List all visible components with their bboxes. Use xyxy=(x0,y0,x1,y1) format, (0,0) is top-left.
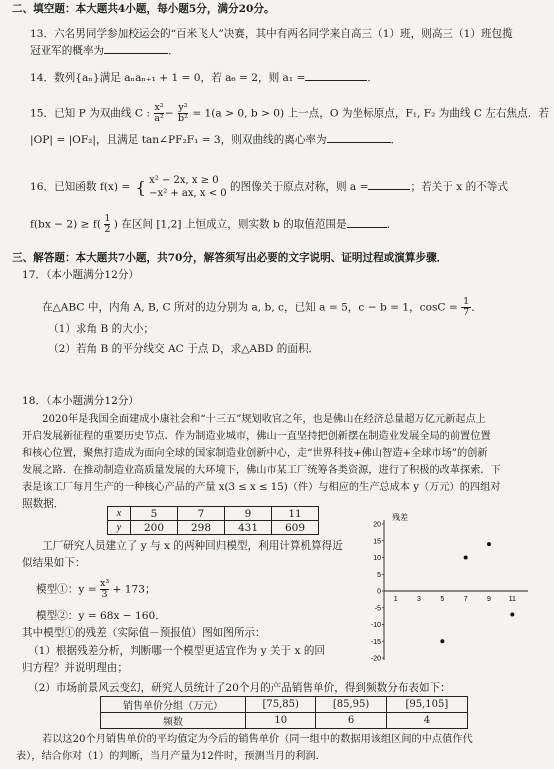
y-tick-label: 10 xyxy=(373,555,381,562)
q17-title: 17．（本小题满分12分） xyxy=(22,269,140,281)
q18-model1 xyxy=(36,579,156,600)
q17-stem xyxy=(42,297,482,318)
scatter-point xyxy=(464,556,468,560)
q15-frac-x-num: x² xyxy=(154,102,164,113)
table-header-cell: [75,85) xyxy=(246,697,316,713)
q14-text: 14．数列{aₙ}满足 aₙaₙ₊₁ + 1 = 0，若 a₆ = 2，则 a₁ = xyxy=(30,72,306,84)
y-tick-label: 15 xyxy=(373,538,381,546)
q16-half-num: 1 xyxy=(104,213,111,224)
table-row xyxy=(101,713,468,729)
table-row xyxy=(108,521,319,535)
q15-frac-y xyxy=(178,103,188,124)
scatter-point xyxy=(440,639,444,643)
table-cell: x xyxy=(108,507,131,521)
x-tick-label: 7 xyxy=(463,596,468,603)
y-tick-label: -5 xyxy=(374,605,381,613)
section-heading-fill-in: 二、填空题：本大题共4小题，每小题5分，满分20分。 xyxy=(12,3,275,15)
q14-answer-blank xyxy=(305,80,367,81)
q15-frac-y-den: b² xyxy=(178,113,188,124)
q15-text-c: |OP| = |OF₂|，且满足 tan∠PF₂F₁ = 3，则双曲线的离心率为 xyxy=(30,134,327,146)
q15-line2: |OP| = |OF₂|，且满足 tan∠PF₂F₁ = 3，则双曲线的离心率为 ． xyxy=(30,134,402,146)
q18-sub1-line2: 归方程？并说明理由； xyxy=(22,662,128,674)
q18-para-line3: 和核心位置，聚焦打造成为面向全球的国家制造业创新中心，走“世界科技+佛山智造+全球市场”的创新 xyxy=(22,448,488,459)
y-tick-label: 0 xyxy=(377,588,381,596)
model1-frac xyxy=(100,579,109,600)
table-cell: 频数 xyxy=(101,713,246,729)
table-cell: 431 xyxy=(225,521,272,535)
xy-data-table xyxy=(107,506,319,535)
q16-case1: x² − 2x, x ≥ 0 xyxy=(149,175,219,186)
q18-sub2: （2）市场前景风云变幻，研究人员统计了20个月的产品销售单价，得到频数分布表如下： xyxy=(28,682,451,694)
x-tick-label: 5 xyxy=(440,596,445,603)
q16-answer-blank-b xyxy=(347,227,387,228)
y-tick-label: -20 xyxy=(370,655,381,663)
chart-x-ticks xyxy=(394,596,516,603)
x-tick-label: 11 xyxy=(508,596,516,603)
table-cell: 6 xyxy=(316,713,386,729)
y-tick-label: 20 xyxy=(373,521,381,529)
q14-line: 14．数列{aₙ}满足 aₙaₙ₊₁ + 1 = 0，若 a₆ = 2，则 a₁ = ． xyxy=(30,72,378,84)
q16-text-a: 16．已知函数 f(x) = xyxy=(30,181,131,193)
q16-answer-blank-a xyxy=(368,189,410,190)
model1-rhs: + 173； xyxy=(112,583,156,596)
q16-text-d: f(bx − 2) ≥ f( xyxy=(30,218,101,231)
table-cell: 11 xyxy=(272,507,319,521)
table-cell: 609 xyxy=(272,521,319,535)
q13-answer-blank xyxy=(104,53,168,54)
q13-text: 冠亚军的概率为 xyxy=(30,45,105,57)
q17-stem-end: ． xyxy=(471,301,482,314)
q16-cases xyxy=(149,174,226,200)
q18-para-line4: 发展之路．在推动制造业高质量发展的大环境下，佛山市某工厂统筹各类资源，进行了积极的改革探索．下 xyxy=(22,465,501,476)
scatter-point xyxy=(487,542,491,546)
table-row xyxy=(108,507,319,521)
section-heading-solutions: 三、解答题：本大题共7小题，共70分，解答须写出必要的文字说明、证明过程或演算步骤． xyxy=(12,252,448,264)
scatter-point xyxy=(510,612,514,616)
q18-final-line2: 表），结合你对（1）的判断，当月产量为12件时，预测当月的利润． xyxy=(16,751,326,762)
q16-half-den: 2 xyxy=(104,224,111,235)
q18-models-intro-2: 似结果如下： xyxy=(22,557,86,569)
q13-line2: 冠亚军的概率为 ． xyxy=(30,45,179,57)
q17-frac xyxy=(461,297,471,318)
q18-model2: 模型②：y = 68x − 160． xyxy=(36,610,166,622)
q18-models-intro: 工厂研究人员建立了 y 与 x 的两种回归模型，利用计算机算得近 xyxy=(42,540,343,552)
q18-title: 18．（本小题满分12分） xyxy=(22,395,140,407)
q17-frac-den: 7 xyxy=(463,307,470,318)
q16-case2: −x² + ax, x < 0 xyxy=(149,188,227,199)
table-cell: 10 xyxy=(246,713,316,729)
chart-y-label: 残差 xyxy=(392,513,408,522)
q17-part2: （2）若角 B 的平分线交 AC 于点 D，求△ABD 的面积． xyxy=(48,343,320,355)
q15-answer-blank xyxy=(327,142,391,143)
y-tick-label: -10 xyxy=(370,622,381,629)
q17-frac-num: 1 xyxy=(463,296,470,307)
q18-residual-intro: 其中模型①的残差（实际值－预报值）图如图所示： xyxy=(22,627,266,639)
table-header-cell: [85,95) xyxy=(316,697,386,713)
table-cell: 7 xyxy=(178,507,225,521)
chart-y-ticks xyxy=(371,522,384,663)
table-cell: 9 xyxy=(225,507,272,521)
table-header-cell: 销售单价分组（万元） xyxy=(101,697,246,713)
q18-para-line6: 照数据． xyxy=(22,498,65,510)
q13-line1: 13．六名男同学参加校运会的“百米飞人”决赛，其中有两名同学来自高三（1）班，则高三（1）班包揽 xyxy=(30,28,513,40)
model1-frac-den: 3 xyxy=(101,589,108,600)
table-cell: 4 xyxy=(386,713,467,729)
q16-frac-half xyxy=(104,214,110,235)
q15-frac-x-den: a² xyxy=(154,113,164,124)
y-tick-label: -15 xyxy=(370,638,381,646)
q18-para-line5: 表是该工厂每月生产的一种核心产品的产量 x(3 ≤ x ≤ 15)（件）与相应的生产总成本 y（万元）的四组对 xyxy=(22,482,501,493)
table-header-cell: [95,105] xyxy=(386,697,467,713)
chart-points xyxy=(440,542,514,643)
q15-line1 xyxy=(30,103,549,124)
q16-line2: f(bx − 2) ≥ f( $\frac{1}{2}$ ) 在区间 [1,2] 上恒成立，则实数 b 的取值范围是 ． xyxy=(30,213,398,235)
q16-text-c: ；若关于 x 的不等式 xyxy=(410,181,508,193)
x-tick-label: 1 xyxy=(393,596,398,603)
q16-brace: { xyxy=(135,177,146,197)
x-tick-label: 3 xyxy=(417,596,421,603)
q15-minus: − xyxy=(164,107,174,120)
q15-frac-y-num: y² xyxy=(178,102,188,113)
frequency-table xyxy=(100,696,468,729)
q16-text-e: ) 在区间 [1,2] 上恒成立，则实数 b 的取值范围是 xyxy=(113,218,347,231)
y-tick-label: 5 xyxy=(377,571,381,579)
q15-frac-x xyxy=(154,103,163,124)
q17-stem-text: 在△ABC 中，内角 A, B, C 所对的边分别为 a, b, c，已知 a = 5，c − b = 1，cosC = xyxy=(42,301,458,314)
x-tick-label: 9 xyxy=(487,596,491,603)
chart-axes xyxy=(384,520,528,660)
table-cell: 298 xyxy=(178,521,225,535)
model1-frac-num: x³ xyxy=(99,578,110,589)
model1-lhs: y = xyxy=(78,583,97,596)
q15-text-b: = 1(a > 0, b > 0) 上一点，O 为坐标原点，F₁, F₂ 为曲线 C 左右焦点．若 xyxy=(192,107,549,120)
table-cell: y xyxy=(108,521,131,535)
q18-para-line2: 开启发展新征程的重要历史节点．作为制造业城市，佛山一直坚持把创新摆在制造业发展全局的前置位置 xyxy=(22,431,491,442)
q15-text-a: 15．已知 P 为双曲线 C : xyxy=(30,107,150,120)
table-row xyxy=(101,697,468,713)
residual-plot xyxy=(362,508,532,678)
q18-sub1-line1: （1）根据残差分析，判断哪一个模型更适宜作为 y 关于 x 的回 xyxy=(28,645,326,657)
q16-line1 xyxy=(30,174,508,200)
q17-part1: （1）求角 B 的大小； xyxy=(48,323,155,335)
table-cell: 200 xyxy=(131,521,178,535)
q16-text-b: 的图像关于原点对称，则 a = xyxy=(230,181,369,193)
table-cell: 5 xyxy=(131,507,178,521)
q18-para-line1: 2020年是我国全面建成小康社会和“十三五”规划收官之年，也是佛山在经济总量超万亿元新起点上 xyxy=(42,414,486,425)
q18-final-line1: 若以这20个月销售单价的平均值定为今后的销售单价（同一组中的数据用该组区间的中点值作代 xyxy=(42,734,473,745)
model1-label: 模型①： xyxy=(36,583,79,596)
